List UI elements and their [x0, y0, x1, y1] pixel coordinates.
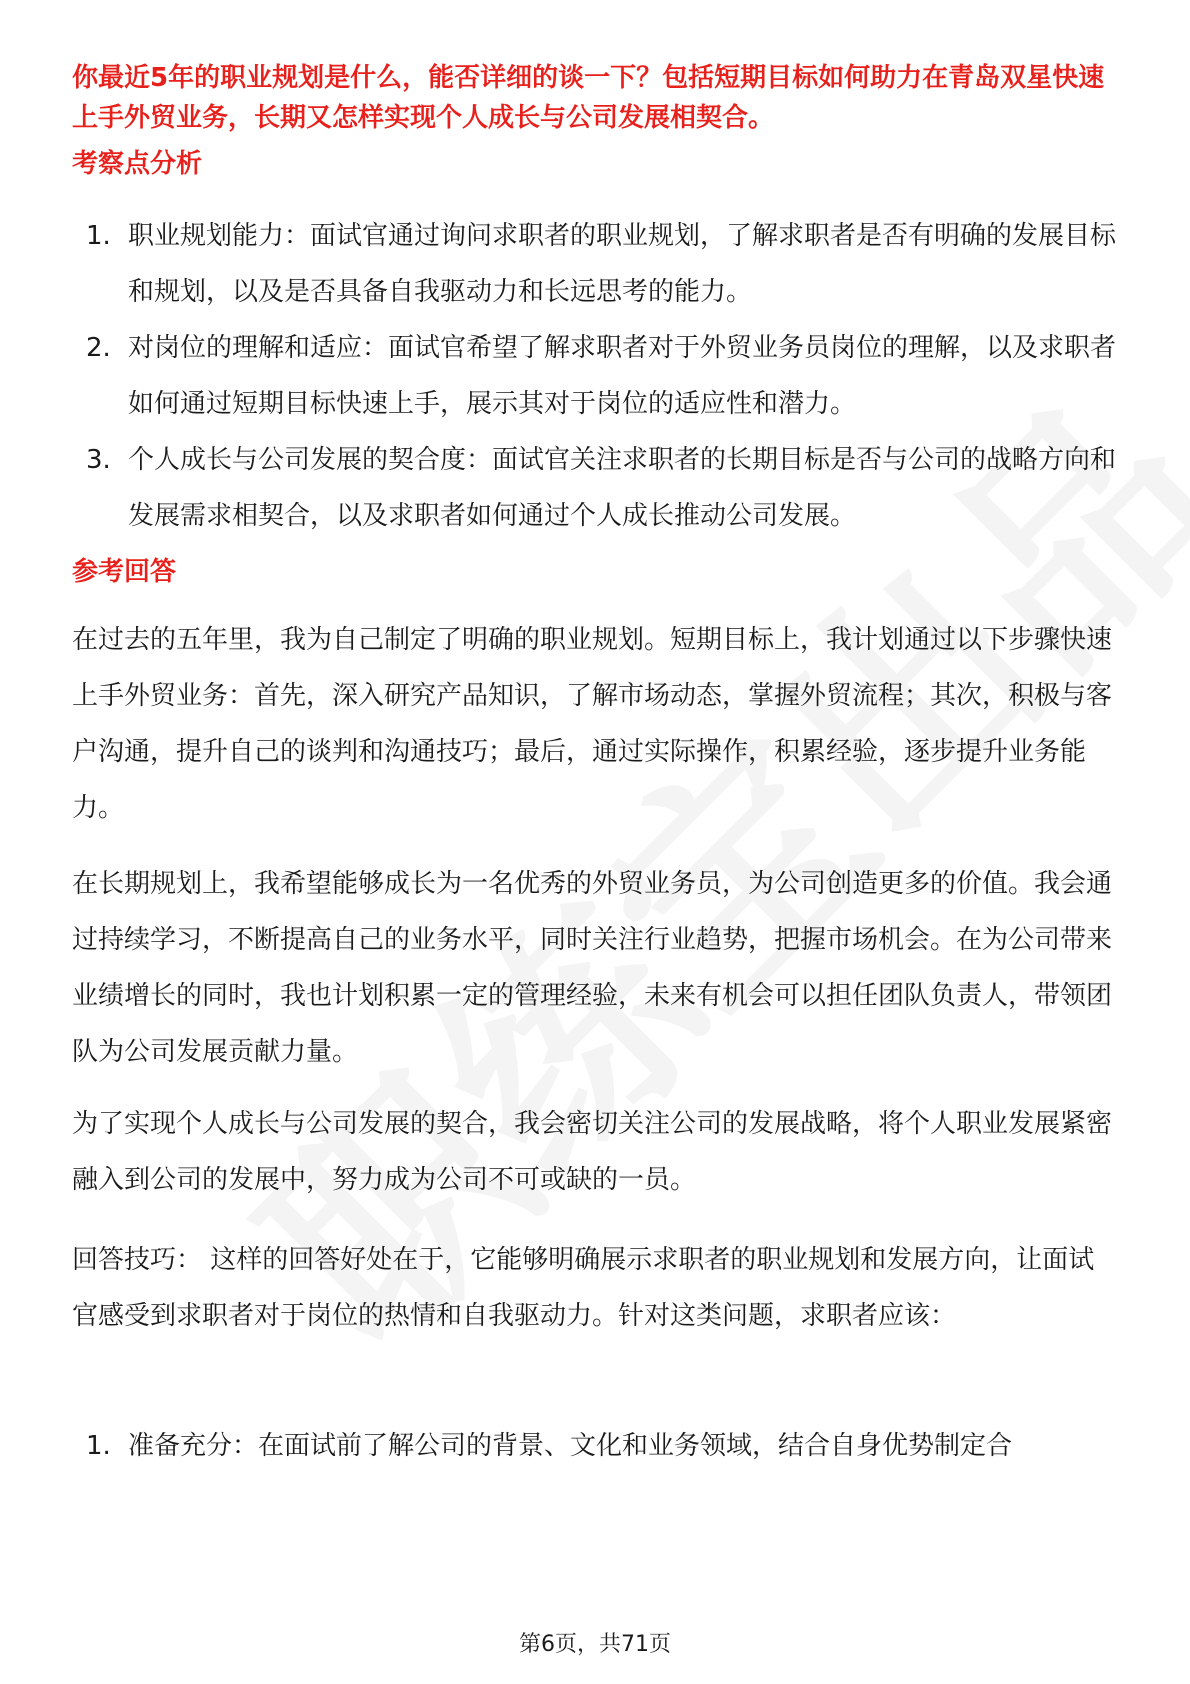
- list-item: [72, 320, 1118, 432]
- list-number: 1.: [86, 1431, 111, 1461]
- analysis-list: [72, 208, 1118, 544]
- answer-paragraph: 在长期规划上，我希望能够成长为一名优秀的外贸业务员，为公司创造更多的价值。我会通过持续学习，不断提高自己的业务水平，同时关注行业趋势，把握市场机会。在为公司带来业绩增长的同时，我也计划积累一定的管理经验，未来有机会可以担任团队负责人，带领团队为公司发展贡献力量。: [72, 869, 1113, 1067]
- analysis-heading: 考察点分析: [72, 149, 203, 179]
- list-item: [72, 432, 1118, 544]
- tips-list: [72, 1418, 1118, 1474]
- answer-tips: 回答技巧： 这样的回答好处在于，它能够明确展示求职者的职业规划和发展方向，让面试官感受到求职者对于岗位的热情和自我驱动力。针对这类问题，求职者应该：: [72, 1245, 1095, 1331]
- list-number: 3.: [86, 445, 111, 475]
- list-item-text: 对岗位的理解和适应：面试官希望了解求职者对于外贸业务员岗位的理解，以及求职者如何通过短期目标快速上手，展示其对于岗位的适应性和潜力。: [128, 333, 1117, 419]
- answer-paragraph: 为了实现个人成长与公司发展的契合，我会密切关注公司的发展战略，将个人职业发展紧密融入到公司的发展中，努力成为公司不可或缺的一员。: [72, 1109, 1113, 1195]
- list-number: 2.: [86, 333, 111, 363]
- list-item-text: 职业规划能力：面试官通过询问求职者的职业规划，了解求职者是否有明确的发展目标和规划，以及是否具备自我驱动力和长远思考的能力。: [128, 221, 1117, 307]
- answer-heading: 参考回答: [72, 557, 177, 587]
- page-footer: 第6页，共71页: [519, 1632, 671, 1657]
- question-title: 你最近5年的职业规划是什么，能否详细的谈一下？包括短期目标如何助力在青岛双星快速上手外贸业务，长期又怎样实现个人成长与公司发展相契合。: [72, 63, 1105, 133]
- list-item: [72, 1418, 1118, 1474]
- list-item-text: 准备充分：在面试前了解公司的背景、文化和业务领域，结合自身优势制定合: [128, 1431, 1013, 1461]
- list-number: 1.: [86, 221, 111, 251]
- list-item-text: 个人成长与公司发展的契合度：面试官关注求职者的长期目标是否与公司的战略方向和发展需求相契合，以及求职者如何通过个人成长推动公司发展。: [128, 445, 1117, 531]
- answer-paragraph: 在过去的五年里，我为自己制定了明确的职业规划。短期目标上，我计划通过以下步骤快速上手外贸业务：首先，深入研究产品知识，了解市场动态，掌握外贸流程；其次，积极与客户沟通，提升自己的谈判和沟通技巧；最后，通过实际操作，积累经验，逐步提升业务能力。: [72, 625, 1113, 823]
- list-item: [72, 208, 1118, 320]
